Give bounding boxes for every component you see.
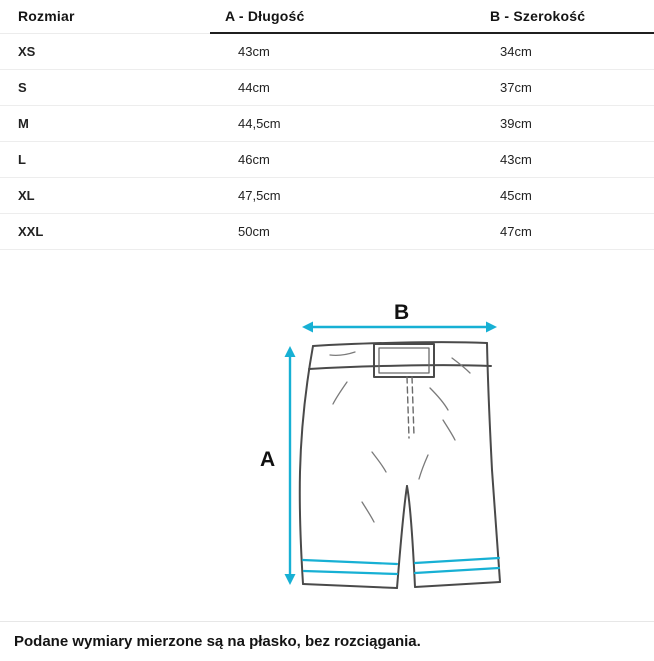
width-value: 47cm — [478, 213, 654, 249]
shorts-diagram-svg — [0, 250, 654, 615]
height-label: A — [260, 448, 276, 471]
width-value: 34cm — [478, 33, 654, 69]
size-label: XXL — [0, 213, 210, 249]
size-label: XL — [0, 177, 210, 213]
size-table — [0, 0, 654, 250]
length-value: 43cm — [210, 33, 478, 69]
length-value: 46cm — [210, 141, 478, 177]
length-value: 44cm — [210, 69, 478, 105]
width-value: 37cm — [478, 69, 654, 105]
table-row — [0, 177, 654, 213]
size-label: S — [0, 69, 210, 105]
height-arrow — [285, 346, 296, 585]
size-label: XS — [0, 33, 210, 69]
table-row — [0, 33, 654, 69]
table-row — [0, 141, 654, 177]
width-value: 39cm — [478, 105, 654, 141]
table-row — [0, 105, 654, 141]
col-header-size: Rozmiar — [0, 0, 210, 33]
size-label: L — [0, 141, 210, 177]
table-row — [0, 213, 654, 249]
size-label: M — [0, 105, 210, 141]
shorts-illustration — [300, 342, 500, 588]
shorts-measurement-diagram — [0, 250, 654, 615]
length-value: 50cm — [210, 213, 478, 249]
hem-stitch-lines — [303, 558, 499, 574]
length-value: 44,5cm — [210, 105, 478, 141]
col-header-width: B - Szerokość — [478, 0, 654, 33]
width-value: 43cm — [478, 141, 654, 177]
width-label: B — [394, 301, 410, 324]
footer — [0, 621, 654, 650]
measurement-note: Podane wymiary mierzone są na płasko, bez rozciągania. — [14, 633, 421, 650]
col-header-length: A - Długość — [210, 0, 478, 33]
width-value: 45cm — [478, 177, 654, 213]
table-row — [0, 69, 654, 105]
table-header-row — [0, 0, 654, 33]
length-value: 47,5cm — [210, 177, 478, 213]
